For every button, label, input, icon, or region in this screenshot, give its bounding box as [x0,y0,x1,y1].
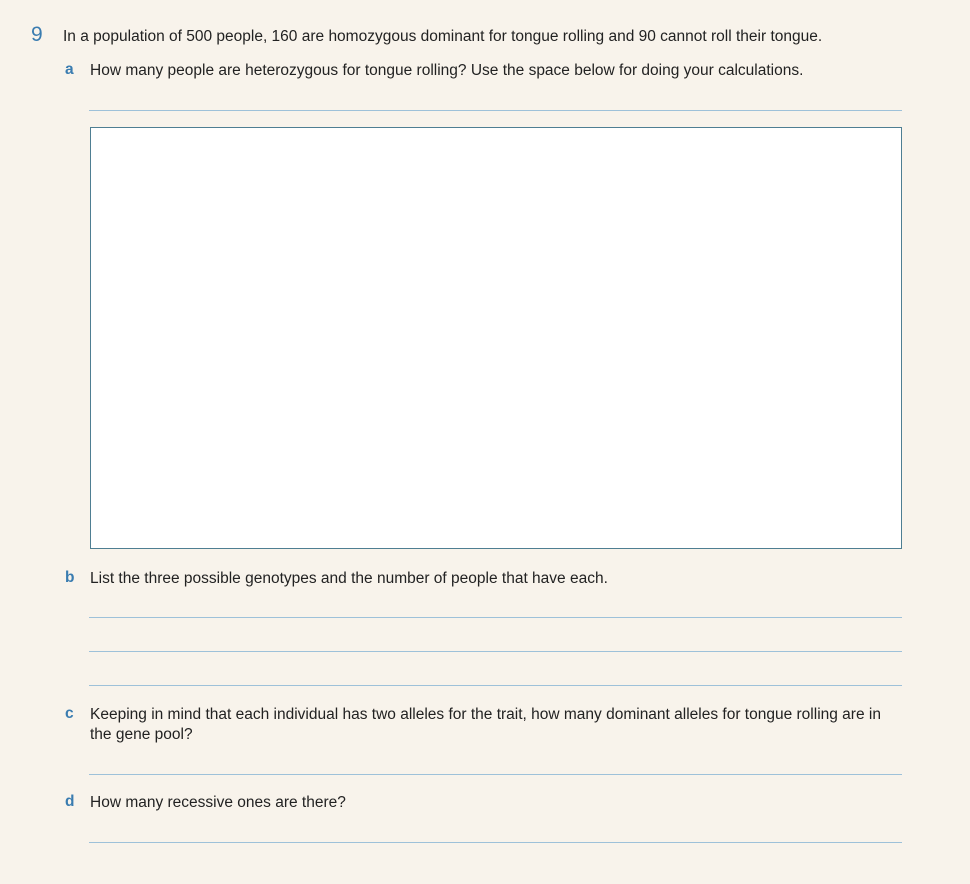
part-d-letter: d [65,793,75,810]
answer-line-b3[interactable] [89,685,902,686]
part-a-letter: a [65,61,74,78]
answer-line-a[interactable] [89,110,902,111]
part-b-letter: b [65,569,75,586]
part-a-text: How many people are heterozygous for tongue rolling? Use the space below for doing your calculations. [90,62,804,79]
part-c-text: Keeping in mind that each individual has two alleles for the trait, how many dominant alleles for tongue rolling are in the gene pool? [90,706,881,743]
answer-line-d[interactable] [89,842,902,843]
part-d-text: How many recessive ones are there? [90,794,346,811]
part-b-text: List the three possible genotypes and the number of people that have each. [90,570,608,587]
question-text: In a population of 500 people, 160 are homozygous dominant for tongue rolling and 90 cannot roll their tongue. [63,28,823,45]
answer-line-c[interactable] [89,774,902,775]
answer-line-b1[interactable] [89,617,902,618]
answer-line-b2[interactable] [89,651,902,652]
calculation-box[interactable] [90,127,902,549]
question-number: 9 [31,23,43,46]
part-c-letter: c [65,705,74,722]
